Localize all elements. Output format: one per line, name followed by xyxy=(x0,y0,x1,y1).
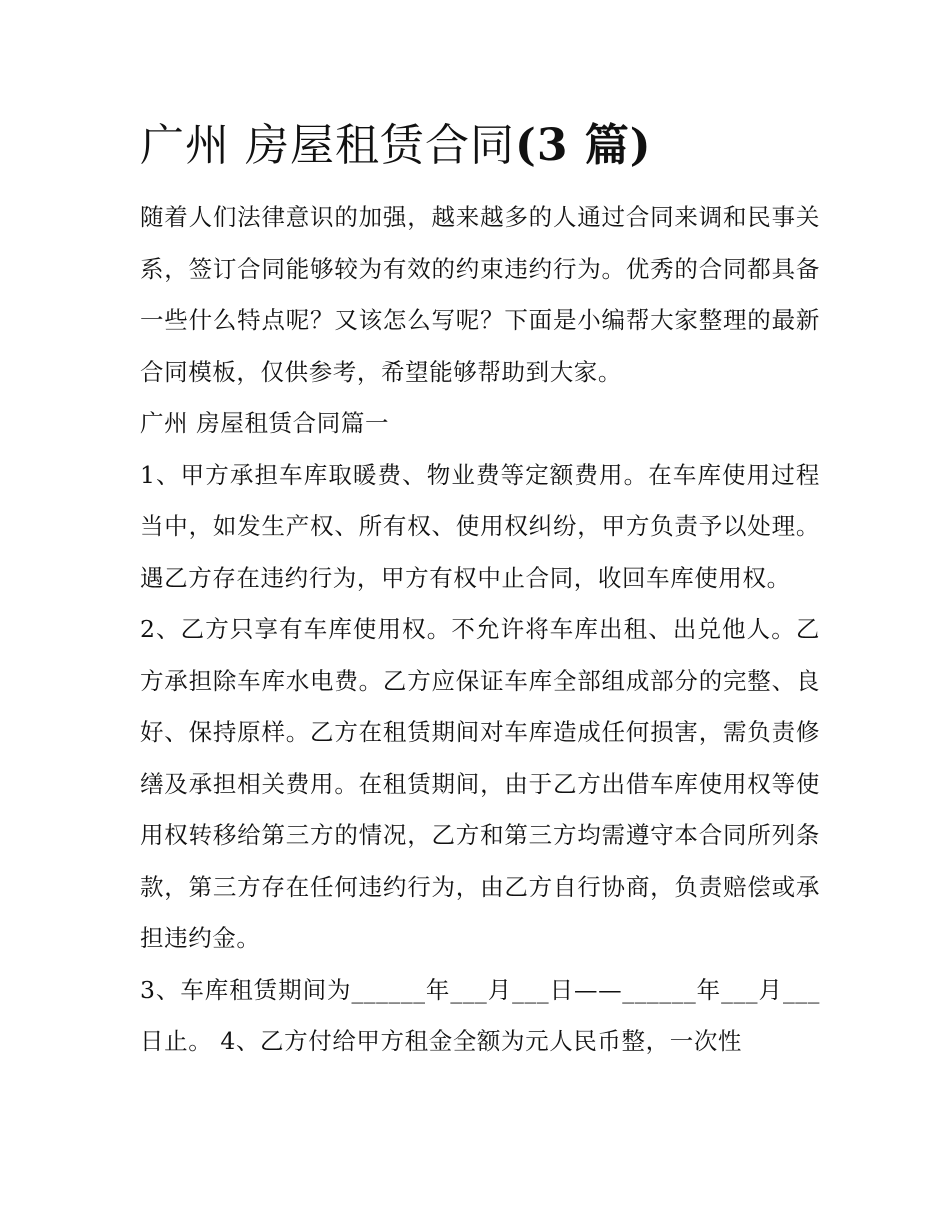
intro-paragraph: 随着人们法律意识的加强，越来越多的人通过合同来调和民事关系，签订合同能够较为有效的约束违约行为。优秀的合同都具备一些什么特点呢？又该怎么写呢？下面是小编帮大家整理的最新合同模板，仅供参考，希望能够帮助到大家。 xyxy=(140,203,820,386)
clause-3: 3、车库租赁期间为______年___月___日——______年___月___日止。 4、乙方付给甲方租金全额为元人民币整，一次性 xyxy=(140,975,820,1055)
title-suffix: (3 篇) xyxy=(515,120,652,171)
clause-1: 1、甲方承担车库取暖费、物业费等定额费用。在车库使用过程当中，如发生产权、所有权、使用权纠纷，甲方负责予以处理。遇乙方存在违约行为，甲方有权中止合同，收回车库使用权。 xyxy=(140,460,820,592)
clause-2: 2、乙方只享有车库使用权。不允许将车库出租、出兑他人。乙方承担除车库水电费。乙方应保证车库全部组成部分的完整、良好、保持原样。乙方在租赁期间对车库造成任何损害，需负责修缮及承担相关费用。在租赁期间，由于乙方出借车库使用权等使用权转移给第三方的情况，乙方和第三方均需遵守本合同所列条款，第三方存在任何违约行为，由乙方自行协商，负责赔偿或承担违约金。 xyxy=(140,615,820,952)
document-page xyxy=(140,110,820,1068)
title-main: 广州 房屋租赁合同 xyxy=(140,120,515,171)
document-title xyxy=(140,110,820,182)
section-heading-1: 广州 房屋租赁合同篇一 xyxy=(140,409,390,437)
